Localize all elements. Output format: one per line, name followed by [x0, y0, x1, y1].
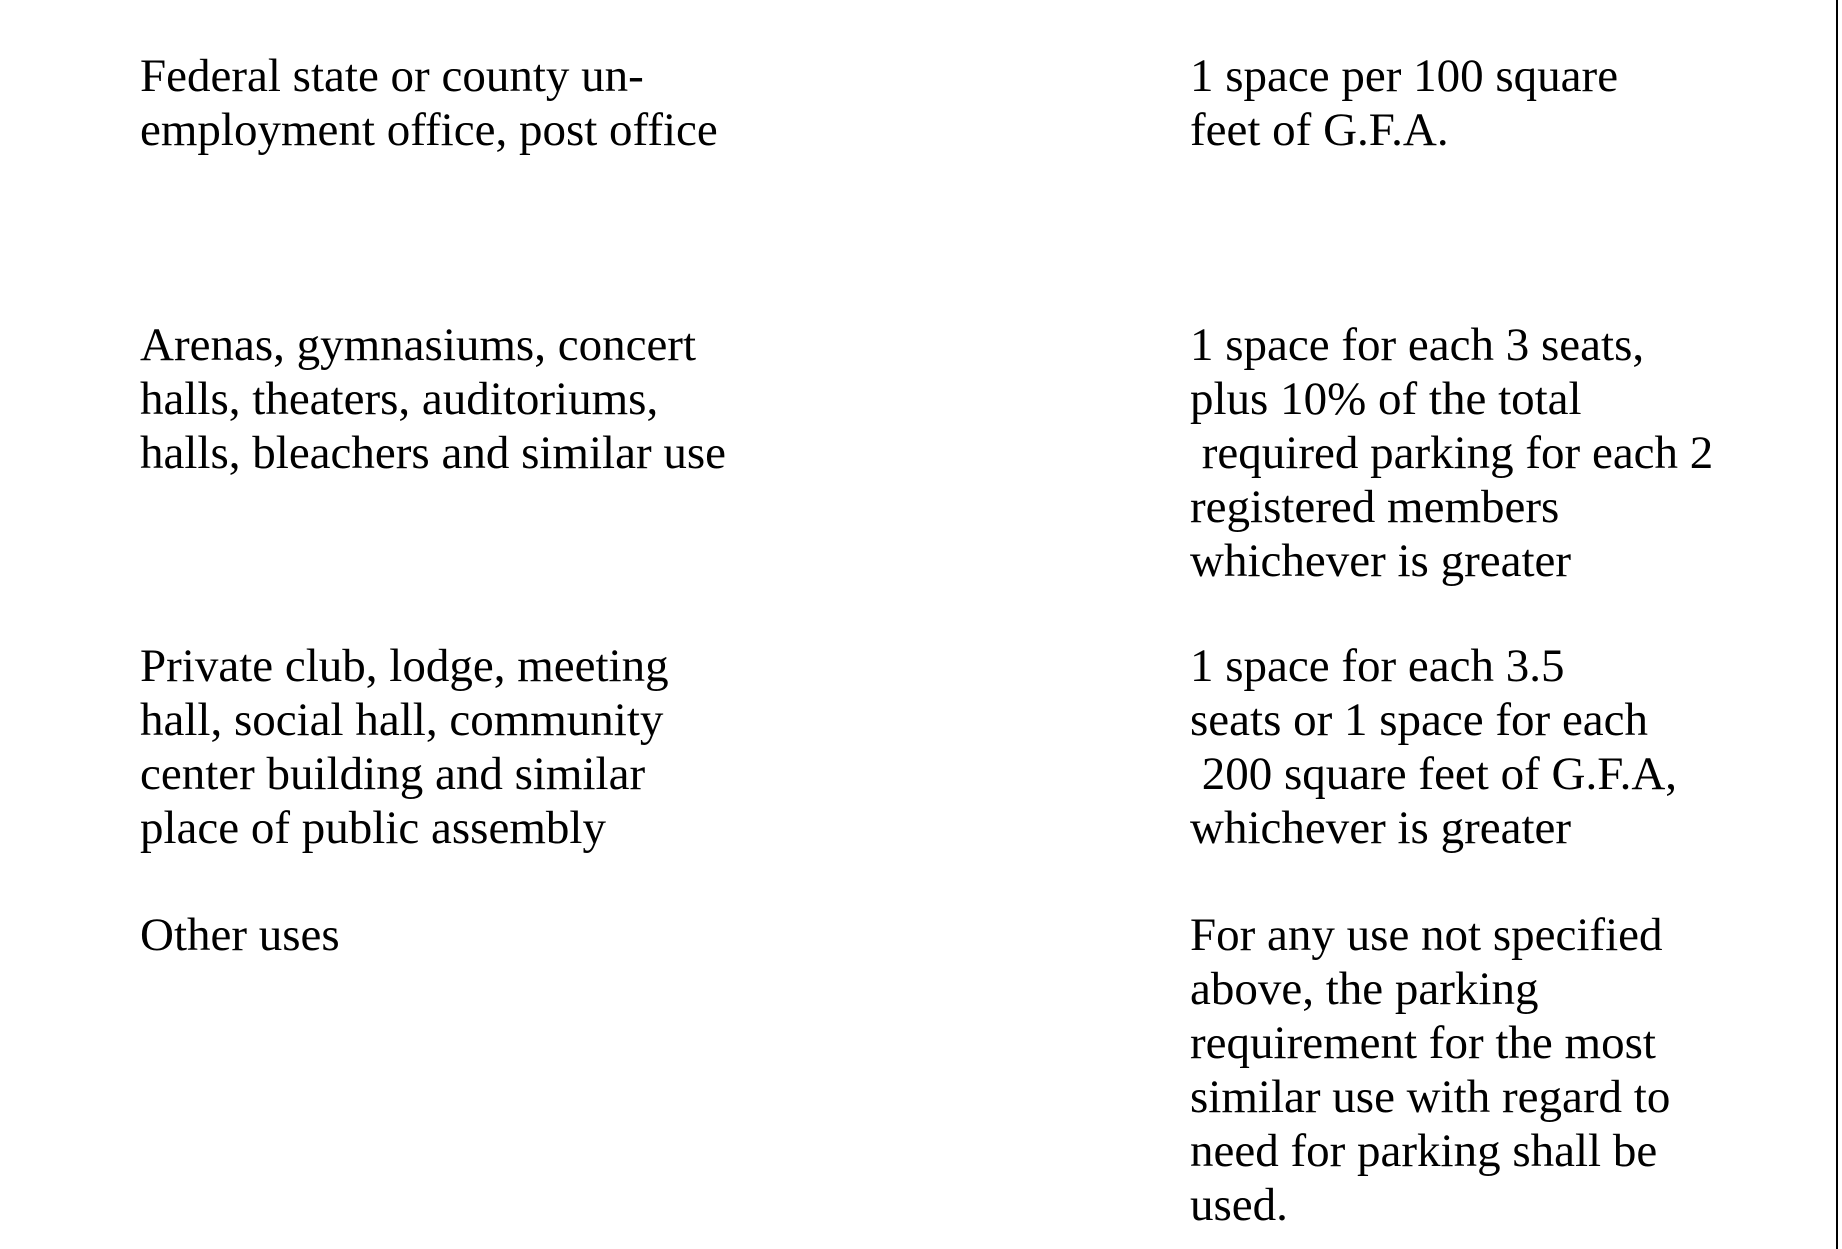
text-line: Arenas, gymnasiums, concert [140, 319, 697, 371]
text-line: Federal state or county un- [140, 50, 644, 102]
text-line: required parking for each 2 [1190, 427, 1714, 479]
text-line: need for parking shall be [1190, 1125, 1658, 1177]
use-other [140, 908, 340, 962]
text-line: 1 space for each 3.5 [1190, 640, 1565, 692]
requirement-private-club [1190, 639, 1677, 855]
text-line: halls, theaters, auditoriums, [140, 373, 659, 425]
text-word: members [1387, 481, 1560, 533]
text-word: registered [1190, 481, 1376, 533]
text-line: above, the parking [1190, 963, 1539, 1015]
text-line: 200 square feet of G.F.A, [1190, 748, 1678, 800]
text-line: center building and similar [140, 748, 646, 800]
text-line: plus 10% of the total [1190, 373, 1582, 425]
text-line: 1 space per 100 square [1190, 50, 1619, 102]
text-line: similar use with regard to [1190, 1071, 1671, 1123]
text-line: used. [1190, 1179, 1288, 1231]
text-line: Other uses [140, 909, 340, 961]
text-line: whichever is greater [1190, 802, 1572, 854]
text-line: halls, bleachers and similar use [140, 427, 727, 479]
text-line: employment office, post office [140, 104, 718, 156]
text-line: seats or 1 space for each [1190, 694, 1649, 746]
text-line: whichever is greater [1190, 535, 1572, 587]
requirement-other [1190, 908, 1670, 1232]
requirement-federal-office [1190, 49, 1618, 157]
use-federal-office [140, 49, 718, 157]
use-arenas [140, 318, 726, 480]
text-line: place of public assembly [140, 802, 606, 854]
justified-line [1190, 480, 1740, 534]
text-line: feet of G.F.A. [1190, 104, 1449, 156]
text-line: requirement for the most [1190, 1017, 1656, 1069]
use-private-club [140, 639, 669, 855]
text-line: hall, social hall, community [140, 694, 664, 746]
text-line: For any use not specified [1190, 909, 1663, 961]
text-line: Private club, lodge, meeting [140, 640, 669, 692]
requirement-arenas [1190, 318, 1740, 588]
text-line: 1 space for each 3 seats, [1190, 319, 1645, 371]
right-margin-rule [1836, 0, 1838, 1249]
